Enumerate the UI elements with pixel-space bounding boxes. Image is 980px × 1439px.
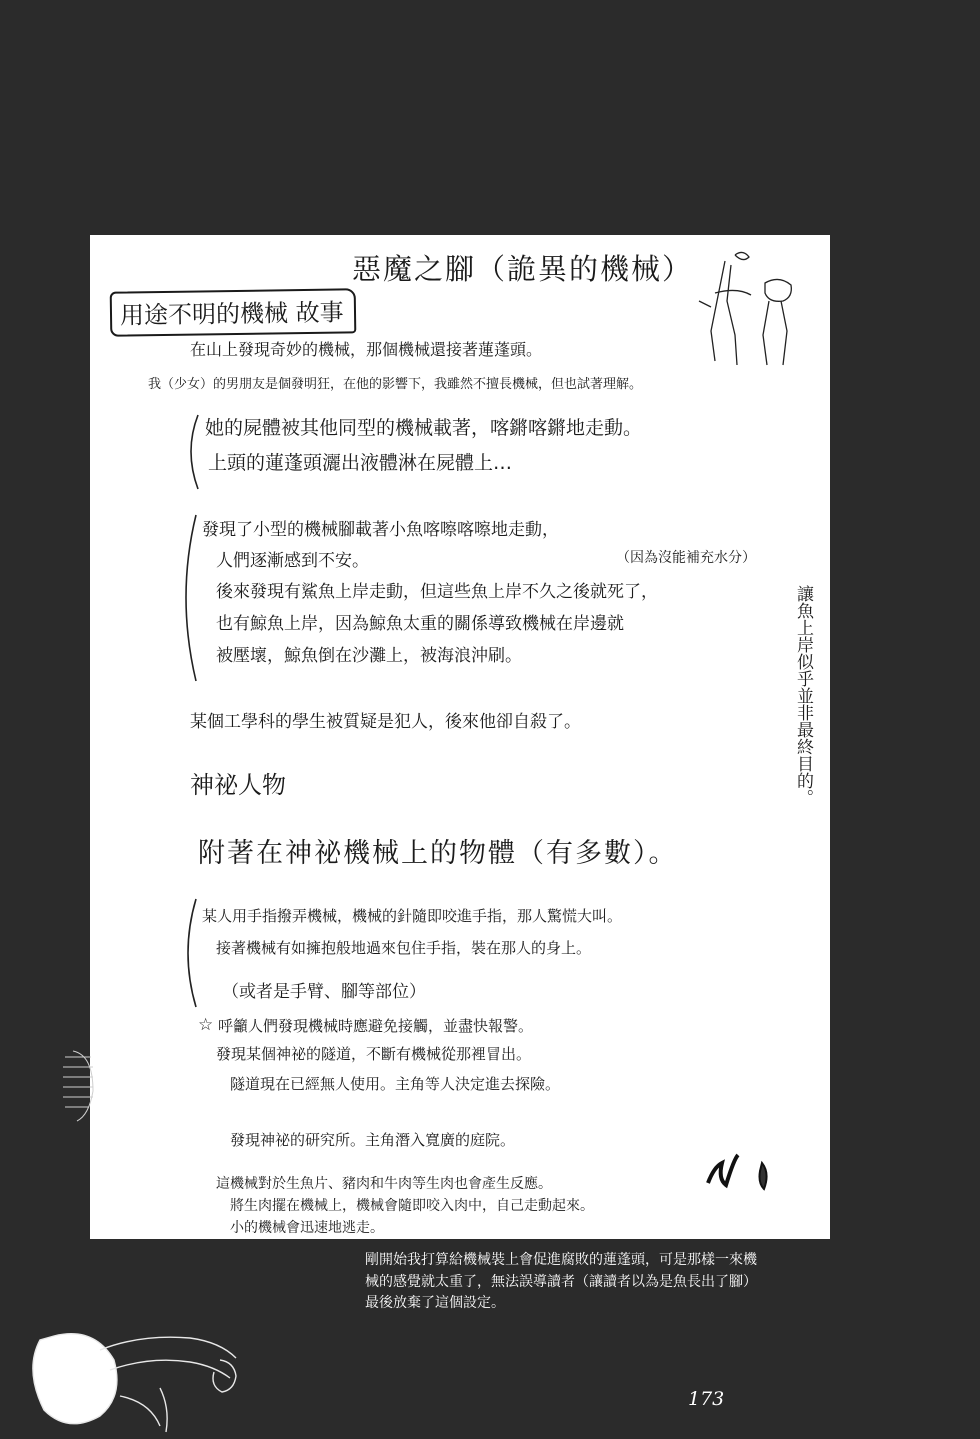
note-19: 隧道現在已經無人使用。主角等人決定進去探險。 [230, 1075, 561, 1093]
ink-scribble [702, 1145, 782, 1205]
note-11: 某個工學科的學生被質疑是犯人，後來他卻自殺了。 [190, 712, 581, 732]
section-heading: 用途不明的機械 故事 [110, 288, 356, 336]
note-9: 也有鯨魚上岸，因為鯨魚太重的關係導致機械在岸邊就 [216, 614, 624, 634]
note-2: 我（少女）的男朋友是個發明狂，在他的影響下，我雖然不擅長機械，但也試著理解。 [148, 377, 643, 392]
caption [365, 1250, 825, 1315]
bracket-1 [182, 413, 202, 491]
page-title: 惡魔之腳（詭異的機械） [352, 252, 694, 286]
note-23: 小的機械會迅速地逃走。 [230, 1220, 384, 1236]
caption-line-3: 最後放棄了這個設定。 [365, 1295, 505, 1311]
side-note: 讓魚上岸似乎並非最終目的。 [793, 585, 813, 806]
star-icon: ☆ [198, 1015, 214, 1035]
note-10: 被壓壞，鯨魚倒在沙灘上，被海浪沖刷。 [216, 646, 522, 666]
bracket-3 [178, 897, 200, 1009]
note-14: 某人用手指撥弄機械，機械的針隨即咬進手指，那人驚慌大叫。 [202, 907, 623, 925]
note-21: 這機械對於生魚片、豬肉和牛肉等生肉也會產生反應。 [216, 1176, 552, 1192]
page-number: 173 [688, 1388, 725, 1410]
note-4: 上頭的蓮蓬頭灑出液體淋在屍體上… [208, 452, 513, 474]
caption-line-2: 械的感覺就太重了，無法誤導讀者（讓讀者以為是魚長出了腳） [365, 1273, 757, 1290]
page-edge-sketch [55, 1045, 95, 1125]
note-12: 神祕人物 [190, 771, 286, 799]
notebook-page [90, 235, 830, 1239]
note-8: 後來發現有鯊魚上岸走動，但這些魚上岸不久之後就死了， [216, 582, 658, 602]
note-3: 她的屍體被其他同型的機械載著，喀鏘喀鏘地走動。 [205, 417, 643, 439]
note-5: 發現了小型的機械腳載著小魚喀嚓喀嚓地走動， [202, 520, 559, 540]
note-7: （因為沒能補充水分） [616, 550, 756, 566]
note-17: 呼籲人們發現機械時應避免接觸，並盡快報警。 [218, 1017, 534, 1035]
character-sketch [10, 1300, 260, 1439]
note-15: 接著機械有如擁抱般地過來包住手指，裝在那人的身上。 [216, 939, 592, 957]
bracket-2 [174, 513, 200, 683]
note-22: 將生肉擺在機械上，機械會隨即咬入肉中，自己走動起來。 [230, 1198, 594, 1214]
note-18: 發現某個神祕的隧道，不斷有機械從那裡冒出。 [216, 1045, 532, 1063]
mechanical-legs-sketch [695, 243, 805, 373]
note-20: 發現神祕的研究所。主角潛入寬廣的庭院。 [230, 1131, 516, 1149]
note-1: 在山上發現奇妙的機械，那個機械還接著蓮蓬頭。 [190, 340, 543, 359]
note-16: （或者是手臂、腳等部位） [222, 982, 426, 1002]
note-13: 附著在神祕機械上的物體（有多數）。 [198, 838, 678, 869]
note-6: 人們逐漸感到不安。 [216, 551, 369, 571]
caption-line-1: 剛開始我打算給機械裝上會促進腐敗的蓮蓬頭，可是那樣一來機 [365, 1252, 757, 1268]
